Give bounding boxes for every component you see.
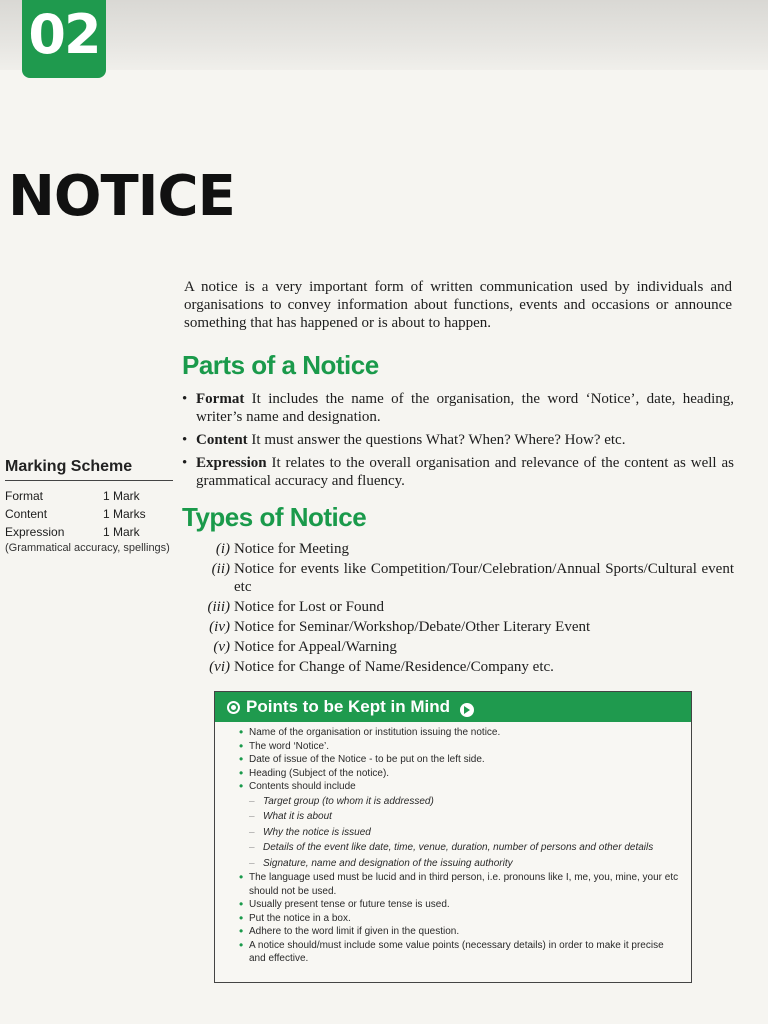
marking-row: [5, 487, 173, 505]
list-item: • Date of issue of the Notice - to be put on the left side.: [239, 753, 681, 767]
list-item: • The language used must be lucid and in third person, i.e. pronouns like I, me, you, mine, your etc should not be used.: [239, 871, 681, 898]
item-text: Notice for Appeal/Warning: [234, 639, 397, 655]
list-item: [200, 638, 734, 656]
marking-note: (Grammatical accuracy, spellings): [5, 542, 170, 554]
marking-value: 1 Marks: [103, 507, 146, 521]
item-text: Notice for events like Competition/Tour/Celebration/Annual Sports/Cultural event etc: [234, 561, 734, 595]
item-number: (v): [213, 639, 230, 655]
item-text: Notice for Seminar/Workshop/Debate/Other Literary Event: [234, 619, 591, 635]
sub-list-item: – Signature, name and designation of the issuing authority: [239, 856, 681, 872]
list-item: • Put the notice in a box.: [239, 912, 681, 926]
parts-heading: Parts of a Notice: [182, 350, 379, 380]
part-desc: It relates to the overall organisation and relevance of the content as well as grammatical accuracy and fluency.: [196, 455, 734, 489]
points-list: [239, 726, 681, 966]
types-list: [200, 540, 734, 678]
item-number: (ii): [211, 561, 230, 577]
sub-list-item: – Why the notice is issued: [239, 825, 681, 841]
marking-scheme-sidebar: [5, 458, 173, 555]
list-item: [182, 454, 734, 490]
list-item: • Usually present tense or future tense is used.: [239, 898, 681, 912]
list-item: [200, 560, 734, 596]
list-item: [182, 431, 734, 449]
sub-list-item: – Target group (to whom it is addressed): [239, 794, 681, 810]
marking-label: Format: [5, 489, 44, 503]
list-item: [200, 658, 734, 676]
marking-value: 1 Mark: [103, 489, 140, 503]
points-box: [214, 691, 692, 983]
page-top-band: [0, 0, 768, 70]
marking-row: [5, 505, 173, 523]
points-box-heading: Points to be Kept in Mind: [246, 697, 450, 716]
list-item: • A notice should/must include some value points (necessary details) in order to make it precise and effective.: [239, 939, 681, 966]
intro-paragraph: A notice is a very important form of written communication used by individuals and organisations to convey information about functions, events and occasions or announce something that has happened or is about to happen.: [184, 279, 732, 331]
sub-list-item: – Details of the event like date, time, venue, duration, number of persons and other details: [239, 840, 681, 856]
item-text: Notice for Lost or Found: [234, 599, 384, 615]
points-box-header: [215, 692, 691, 722]
part-term: Format: [196, 391, 245, 407]
list-item: • Heading (Subject of the notice).: [239, 767, 681, 781]
part-desc: It must answer the questions What? When? Where? How? etc.: [247, 432, 626, 448]
marking-scheme-heading: Marking Scheme: [5, 458, 173, 481]
parts-list: [182, 390, 734, 495]
part-term: Expression: [196, 455, 267, 471]
list-item: [200, 540, 734, 558]
item-text: Notice for Meeting: [234, 541, 349, 557]
list-item: • Contents should include: [239, 780, 681, 794]
page-title: NOTICE: [8, 164, 235, 229]
marking-label: Expression: [5, 525, 65, 539]
item-number: (iv): [209, 619, 230, 635]
list-item: [200, 618, 734, 636]
marking-value: 1 Mark: [103, 525, 140, 539]
marking-row: [5, 523, 173, 541]
item-number: (iii): [207, 599, 230, 615]
part-term: Content: [196, 432, 248, 448]
target-icon: [227, 701, 240, 714]
item-text: Notice for Change of Name/Residence/Company etc.: [234, 659, 554, 675]
item-number: (i): [215, 541, 230, 557]
list-item: [182, 390, 734, 426]
chapter-badge: 02: [22, 0, 106, 78]
play-arrow-icon: [460, 703, 474, 717]
sub-list-item: – What it is about: [239, 809, 681, 825]
marking-label: Content: [5, 507, 48, 521]
list-item: [200, 598, 734, 616]
item-number: (vi): [209, 659, 230, 675]
part-desc: It includes the name of the organisation, the word ‘Notice’, date, heading, writer’s name and designation.: [196, 391, 734, 425]
types-heading: Types of Notice: [182, 502, 367, 532]
list-item: • Name of the organisation or institution issuing the notice.: [239, 726, 681, 740]
points-box-body: [215, 722, 691, 966]
list-item: • The word ‘Notice’.: [239, 740, 681, 754]
list-item: • Adhere to the word limit if given in the question.: [239, 925, 681, 939]
